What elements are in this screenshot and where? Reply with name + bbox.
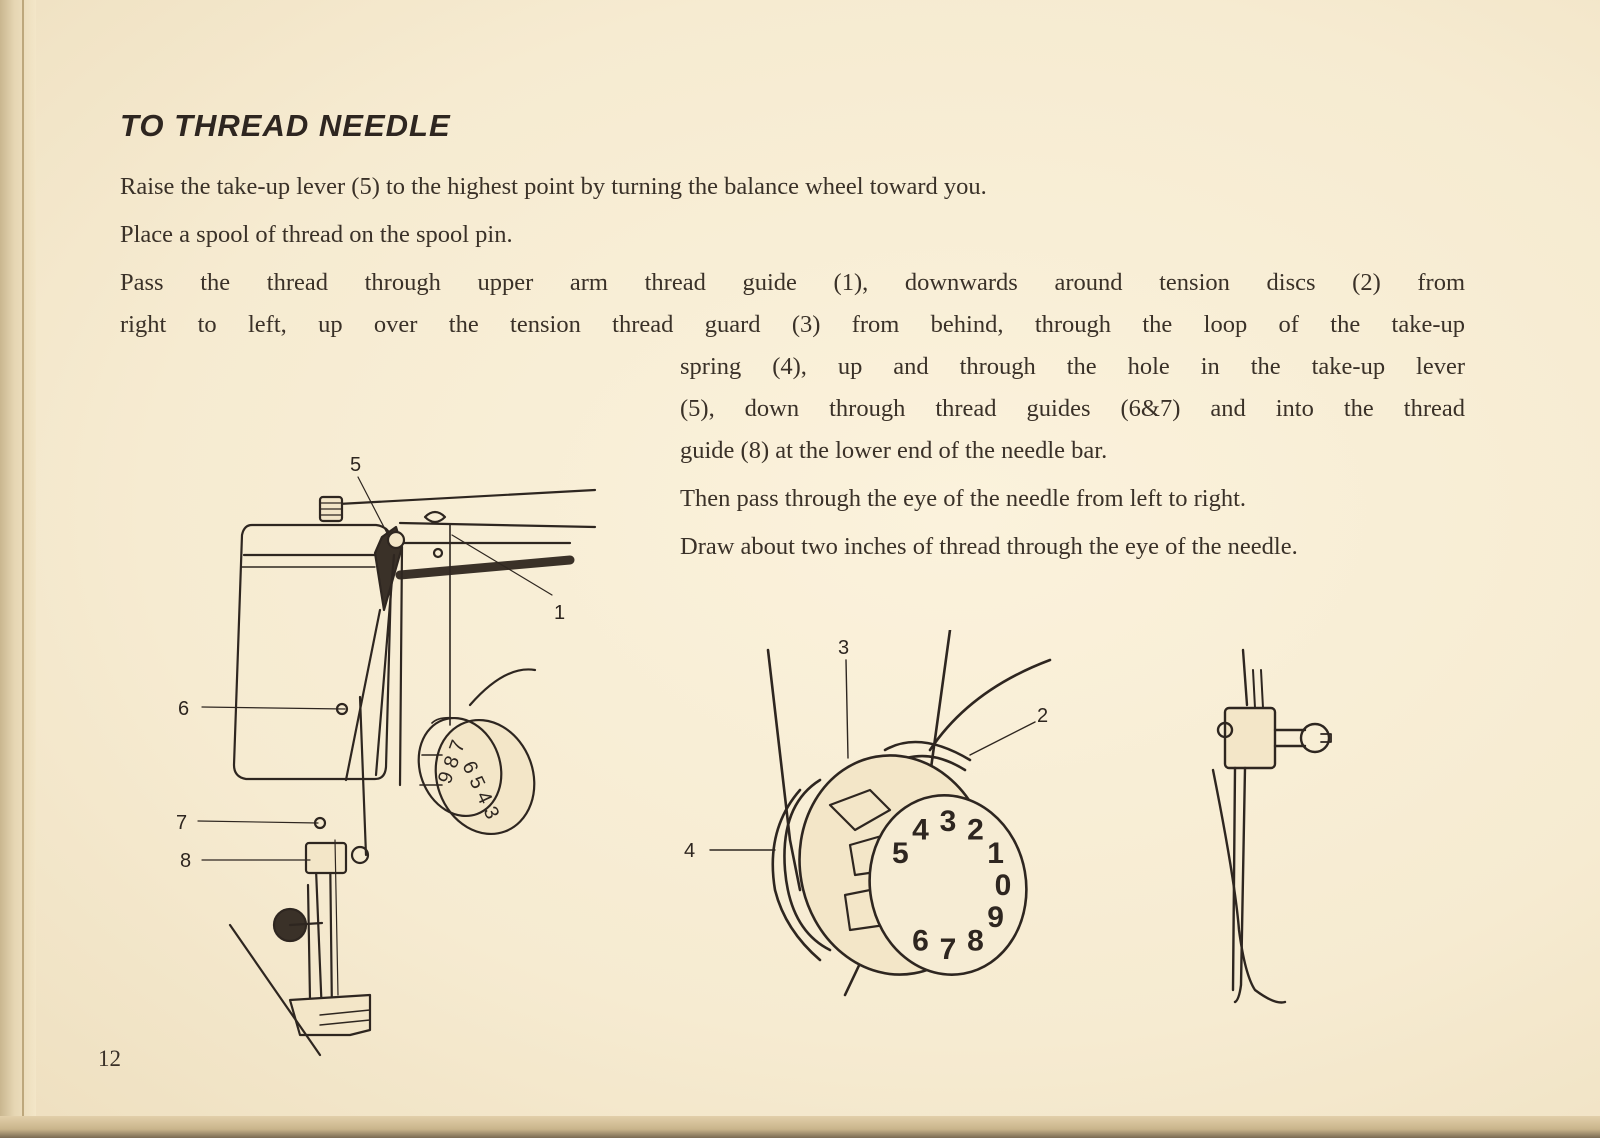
- instruction-paragraph-3-line-2: right to left, up over the tension thread guard (3) from behind, through the loop of the take-up: [120, 311, 1465, 338]
- instruction-paragraph-1: Raise the take-up lever (5) to the highest point by turning the balance wheel toward you.: [120, 173, 987, 200]
- dial-number: 2: [967, 813, 984, 847]
- machine-head-threading-illustration: [170, 455, 610, 1065]
- dial-number: 4: [912, 813, 929, 847]
- dial-number: 3: [939, 805, 957, 838]
- label-2: 2: [1037, 705, 1049, 727]
- label-4: 4: [684, 840, 696, 862]
- tension-assembly-closeup: [680, 630, 1100, 1030]
- dial-digits-small: 6 5 4 3: [457, 757, 504, 823]
- instruction-paragraph-2: Place a spool of thread on the spool pin.: [120, 221, 513, 248]
- dial-digits-small-2: 9 8 7: [434, 737, 470, 787]
- instruction-paragraph-3-line-4: (5), down through thread guides (6&7) and into the thread: [680, 395, 1465, 422]
- label-8: 8: [180, 850, 192, 872]
- dial-number: 5: [892, 837, 909, 870]
- book-bottom-edge: [0, 1116, 1600, 1138]
- instruction-paragraph-3-line-1: Pass the thread through upper arm thread guide (1), downwards around tension discs (2) from: [120, 269, 1465, 296]
- label-5-main: 5: [350, 455, 362, 476]
- dial-number: 7: [939, 933, 957, 966]
- instruction-paragraph-3-line-5: guide (8) at the lower end of the needle bar.: [680, 437, 1108, 464]
- dial-number: 6: [912, 924, 929, 958]
- dial-number: 0: [994, 869, 1012, 902]
- instruction-paragraph-5: Draw about two inches of thread through the eye of the needle.: [680, 533, 1298, 560]
- dial-number: 8: [967, 924, 984, 958]
- instruction-paragraph-4: Then pass through the eye of the needle from left to right.: [680, 485, 1247, 512]
- page-number: 12: [98, 1046, 121, 1071]
- dial-number: 9: [987, 901, 1004, 934]
- label-6: 6: [178, 698, 190, 720]
- label-1: 1: [554, 602, 566, 624]
- instruction-paragraph-3-line-3: spring (4), up and through the hole in the take-up lever: [680, 353, 1465, 380]
- book-spine-edge: [22, 0, 24, 1138]
- needle-closeup-illustration: [1195, 630, 1365, 1030]
- dial-number: 1: [987, 837, 1004, 870]
- label-3: 3: [838, 637, 850, 659]
- book-spine-shadow: [0, 0, 36, 1138]
- label-7: 7: [176, 812, 188, 834]
- page-heading: TO THREAD NEEDLE: [120, 108, 451, 143]
